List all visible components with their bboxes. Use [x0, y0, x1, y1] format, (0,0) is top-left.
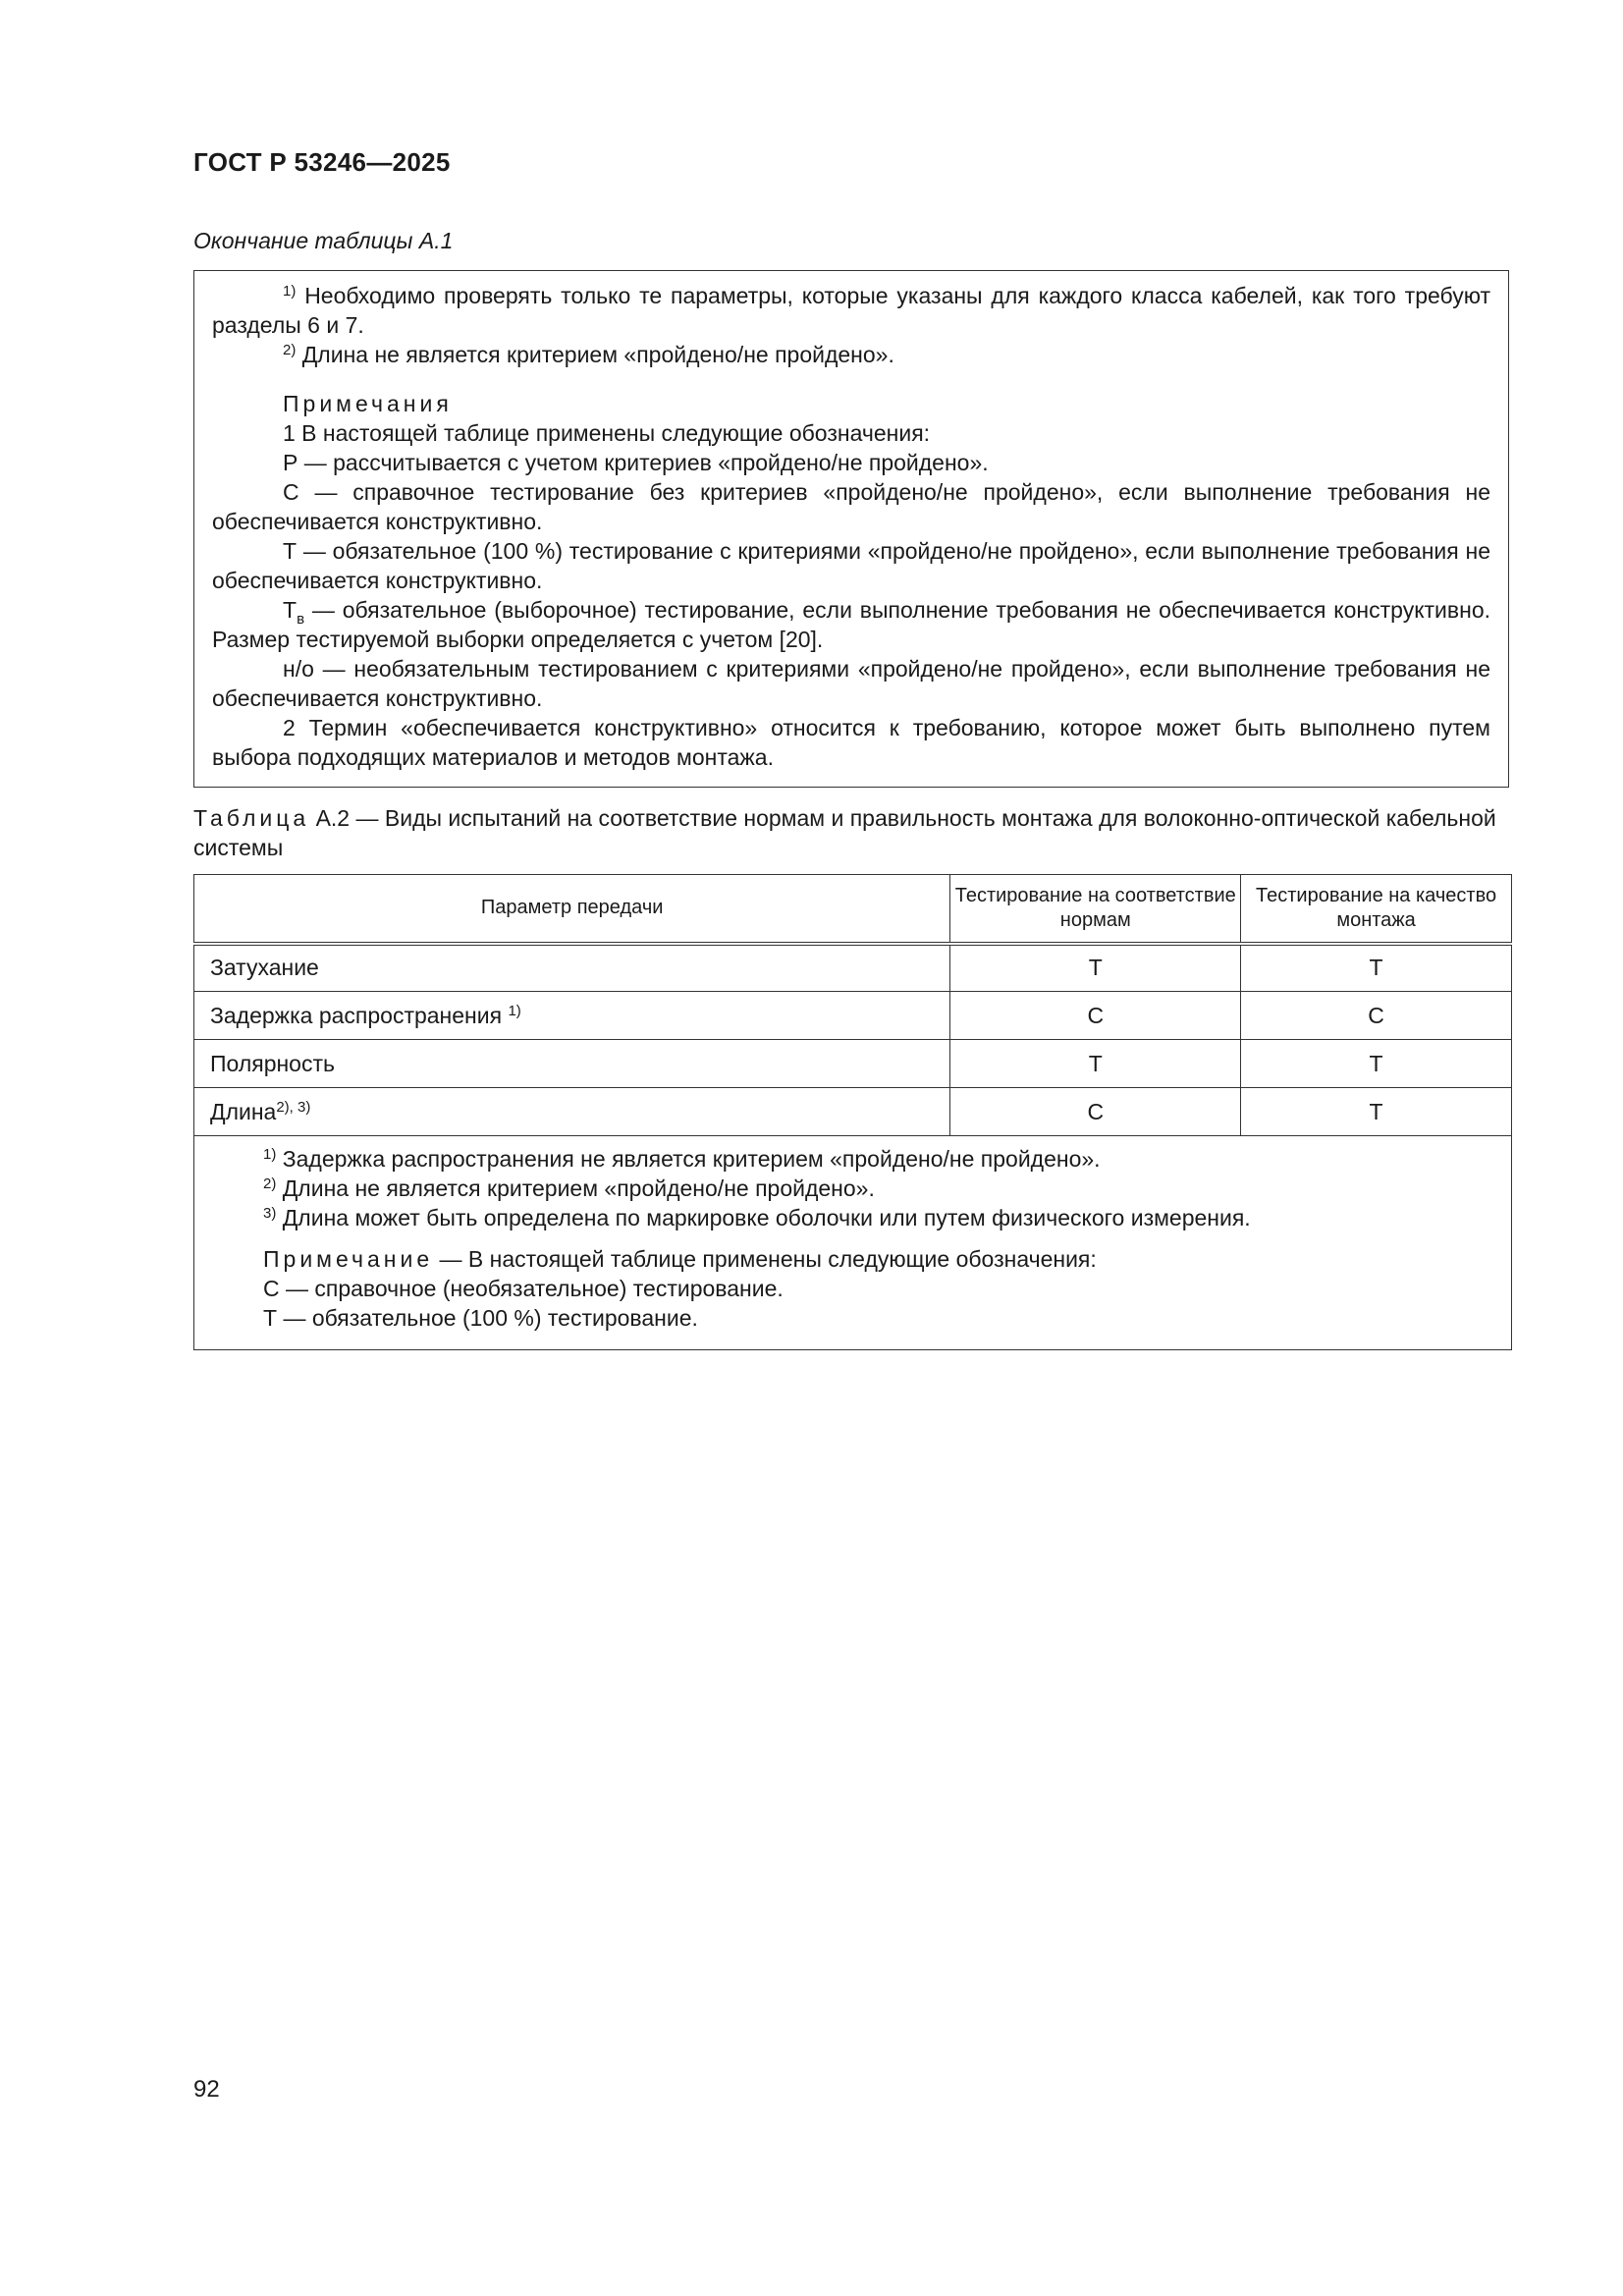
footnote-mark: 1) — [283, 283, 297, 300]
page-number: 92 — [193, 2076, 220, 2103]
row-compliance-value: С — [950, 1088, 1241, 1136]
footnote-mark: 2) — [263, 1175, 277, 1192]
footnote-mark: 3) — [263, 1205, 277, 1222]
footnote-mark: 1) — [508, 1002, 521, 1019]
table-continuation-label: Окончание таблицы А.1 — [193, 228, 454, 253]
footnote-1 — [263, 1144, 1493, 1174]
spacer — [212, 369, 1490, 389]
parameter-name: Длина — [210, 1098, 277, 1124]
table-caption-text: А.2 — Виды испытаний на соответствие нормам и правильность монтажа для волоконно-оптической кабельной системы — [193, 805, 1496, 860]
footnote-text: Необходимо проверять только те параметры, которые указаны для каждого класса кабелей, как того требуют разделы 6 и 7. — [212, 283, 1490, 338]
footnote-2 — [212, 340, 1490, 369]
document-code: ГОСТ Р 53246—2025 — [193, 147, 451, 177]
note-text: — В настоящей таблице применены следующие обозначения: — [433, 1246, 1097, 1272]
table-row — [194, 944, 1512, 992]
note-1-intro: 1 В настоящей таблице применены следующие обозначения: — [283, 420, 931, 446]
note-definition-t: Т — обязательное (100 %) тестирование. — [263, 1305, 698, 1331]
parameter-name: Задержка распространения — [210, 1002, 509, 1028]
row-installation-value: Т — [1241, 1040, 1512, 1088]
footnote-mark: 1) — [263, 1146, 277, 1163]
table-row — [194, 1040, 1512, 1088]
definition-p: Р — рассчитывается с учетом критериев «пройдено/не пройдено». — [283, 450, 989, 475]
row-installation-value: Т — [1241, 944, 1512, 992]
table-row — [194, 1088, 1512, 1136]
header-installation-testing: Тестирование на качество монтажа — [1241, 875, 1512, 944]
definition-t: Т — обязательное (100 %) тестирование с критериями «пройдено/не пройдено», если выполнение требования не обеспечивается конструктивно. — [212, 538, 1490, 593]
row-compliance-value: Т — [950, 944, 1241, 992]
definition-subscript: в — [297, 611, 305, 628]
parameter-name: Полярность — [210, 1050, 335, 1076]
row-installation-value: Т — [1241, 1088, 1512, 1136]
table-notes-row — [194, 1136, 1512, 1350]
row-parameter — [194, 1088, 950, 1136]
row-parameter — [194, 944, 950, 992]
footnote-text: Длина может быть определена по маркировке оболочки или путем физического измерения. — [276, 1205, 1251, 1230]
table-row — [194, 992, 1512, 1040]
footnote-text: Длина не является критерием «пройдено/не пройдено». — [296, 342, 894, 367]
definition-letter: Т — [283, 597, 298, 623]
row-parameter — [194, 1040, 950, 1088]
footnote-mark: 2), 3) — [276, 1098, 311, 1116]
definition-no: н/о — необязательным тестированием с критериями «пройдено/не пройдено», если выполнение требования не обеспечивается конструктивно. — [212, 656, 1490, 711]
row-compliance-value: С — [950, 992, 1241, 1040]
header-compliance-testing: Тестирование на соответствие нормам — [950, 875, 1241, 944]
footnote-text: Длина не является критерием «пройдено/не пройдено». — [276, 1175, 875, 1201]
table-a2-notes — [194, 1136, 1512, 1350]
note-heading: Примечание — [263, 1246, 434, 1272]
row-installation-value: С — [1241, 992, 1512, 1040]
note — [263, 1244, 1493, 1274]
header-parameter: Параметр передачи — [194, 875, 950, 944]
footnote-text: Задержка распространения не является критерием «пройдено/не пройдено». — [276, 1146, 1101, 1172]
parameter-name: Затухание — [210, 955, 319, 981]
table-caption-prefix: Таблица — [193, 805, 310, 831]
spacer — [263, 1232, 1493, 1244]
notes-heading: Примечания — [283, 391, 453, 416]
definition-c: С — справочное тестирование без критериев «пройдено/не пройдено», если выполнение требования не обеспечивается конструктивно. — [212, 479, 1490, 534]
table-a2 — [193, 874, 1512, 1350]
table-header-row — [194, 875, 1512, 944]
footnote-3 — [263, 1203, 1493, 1232]
footnote-1 — [212, 281, 1490, 340]
definition-text: — обязательное (выборочное) тестирование, если выполнение требования не обеспечивается конструктивно. Размер тестируемой выборки определяется с учетом [20]. — [212, 597, 1490, 652]
definition-tv — [212, 595, 1490, 654]
footnote-mark: 2) — [283, 342, 297, 358]
note-definition-c: С — справочное (необязательное) тестирование. — [263, 1276, 784, 1301]
footnote-2 — [263, 1174, 1493, 1203]
note-2: 2 Термин «обеспечивается конструктивно» относится к требованию, которое может быть выполнено путем выбора подходящих материалов и методов монтажа. — [212, 715, 1490, 770]
table-a1-notes-box — [193, 270, 1509, 788]
row-compliance-value: Т — [950, 1040, 1241, 1088]
table-a2-caption — [193, 803, 1514, 862]
row-parameter — [194, 992, 950, 1040]
